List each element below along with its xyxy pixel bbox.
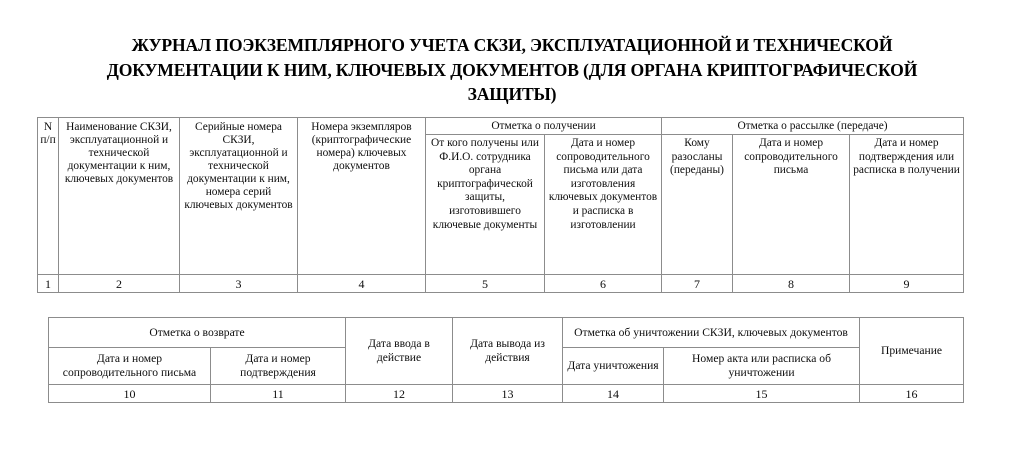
page-title-line-1: ЖУРНАЛ ПОЭКЗЕМПЛЯРНОГО УЧЕТА СКЗИ, ЭКСПЛУАТАЦИОННОЙ И ТЕХНИЧЕСКОЙ (131, 35, 893, 55)
header-cell-destruction-act-number: Номер акта или расписка об уничтожении (664, 348, 860, 385)
column-number-16: 16 (860, 385, 964, 403)
column-number-1: 1 (38, 275, 59, 293)
header-cell-notes: Примечание (860, 318, 964, 385)
column-number-11: 11 (211, 385, 346, 403)
group-header-destruction: Отметка об уничтожении СКЗИ, ключевых документов (563, 318, 860, 348)
group-header-distribution: Отметка о рассылке (передаче) (662, 118, 964, 135)
column-number-15: 15 (664, 385, 860, 403)
header-cell-name-of-crypto-means: Наименование СКЗИ, эксплуатационной и технической документации к ним, ключевых документов (59, 118, 180, 275)
header-cell-destruction-date: Дата уничтожения (563, 348, 664, 385)
column-number-10: 10 (49, 385, 211, 403)
header-cell-sent-to: Кому разосланы (переданы) (662, 135, 733, 275)
header-cell-decommissioning-date: Дата вывода из действия (453, 318, 563, 385)
page-title (62, 33, 962, 107)
header-cell-serial-numbers: Серийные номера СКЗИ, эксплуатационной и технической документации к ним, номера серий ключевых документов (180, 118, 298, 275)
group-header-receipt: Отметка о получении (426, 118, 662, 135)
column-number-5: 5 (426, 275, 545, 293)
header-cell-commissioning-date: Дата ввода в действие (346, 318, 453, 385)
table-row-group-headers (38, 118, 964, 135)
header-rownum-line2: п/п (40, 134, 56, 146)
column-number-6: 6 (545, 275, 662, 293)
header-cell-receipt-letter-date-number: Дата и номер сопроводительного письма или дата изготовления ключевых документов и расписка в изготовлении (545, 135, 662, 275)
column-number-2: 2 (59, 275, 180, 293)
register-table-columns-10-16 (48, 317, 964, 403)
column-number-12: 12 (346, 385, 453, 403)
page-title-line-3: ЗАЩИТЫ) (467, 84, 557, 104)
header-rownum-line1: N (43, 121, 53, 133)
header-cell-confirmation-date-number: Дата и номер подтверждения или расписка в получении (850, 135, 964, 275)
header-cell-received-from: От кого получены или Ф.И.О. сотрудника органа криптографической защиты, изготовившего ключевые документы (426, 135, 545, 275)
column-number-9: 9 (850, 275, 964, 293)
header-cell-return-confirmation-date-number: Дата и номер подтверждения (211, 348, 346, 385)
page-title-line-2: ДОКУМЕНТАЦИИ К НИМ, КЛЮЧЕВЫХ ДОКУМЕНТОВ (ДЛЯ ОРГАНА КРИПТОГРАФИЧЕСКОЙ (106, 59, 918, 80)
table-row-column-numbers (38, 275, 964, 293)
header-cell-return-letter-date-number: Дата и номер сопроводительного письма (49, 348, 211, 385)
column-number-4: 4 (298, 275, 426, 293)
header-cell-row-number (38, 118, 59, 275)
table-row-group-headers (49, 318, 964, 348)
column-number-7: 7 (662, 275, 733, 293)
header-cell-copy-numbers: Номера экземпляров (криптографические номера) ключевых документов (298, 118, 426, 275)
column-number-3: 3 (180, 275, 298, 293)
table-row-column-numbers (49, 385, 964, 403)
column-number-8: 8 (733, 275, 850, 293)
column-number-14: 14 (563, 385, 664, 403)
group-header-return: Отметка о возврате (49, 318, 346, 348)
register-table-columns-1-9 (37, 117, 964, 293)
header-cell-dispatch-letter-date-number: Дата и номер сопроводительного письма (733, 135, 850, 275)
column-number-13: 13 (453, 385, 563, 403)
